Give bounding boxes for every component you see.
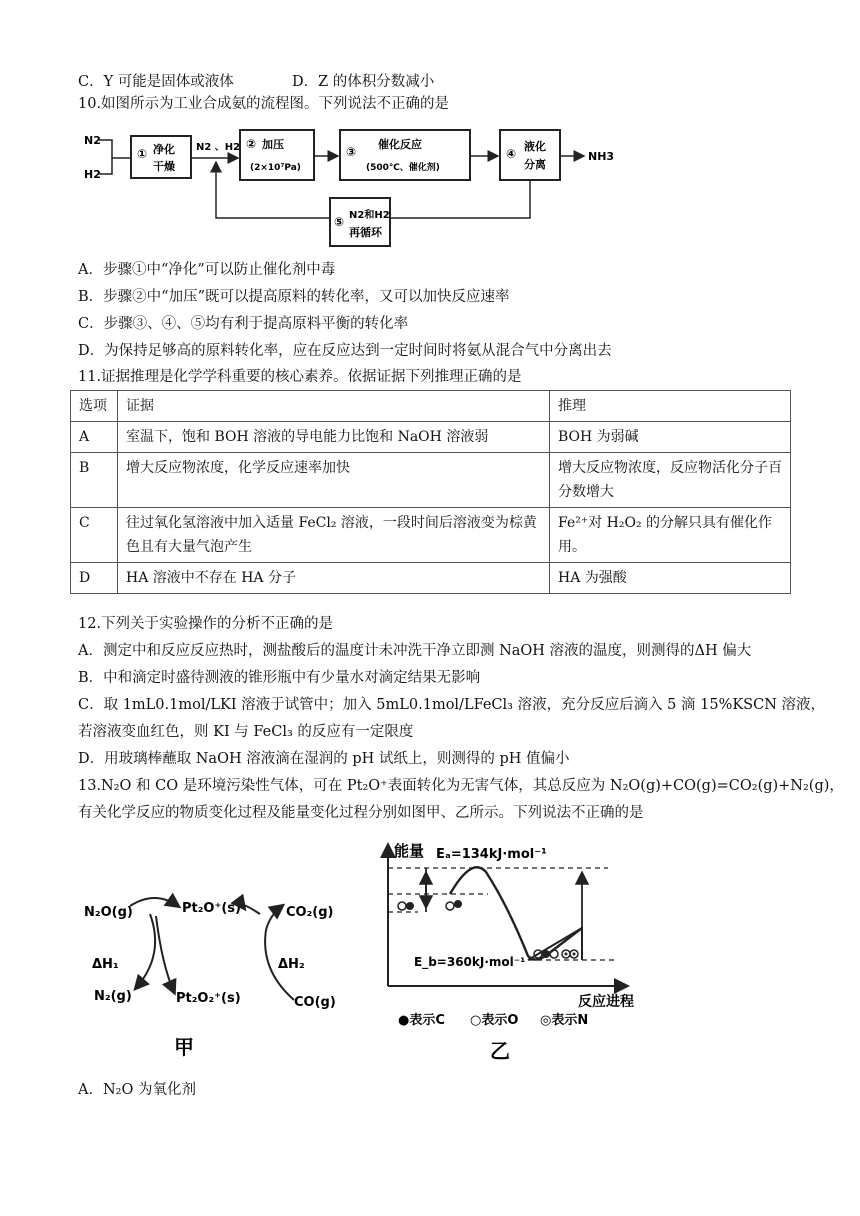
jia-caption: 甲 xyxy=(174,1035,194,1059)
flow-step3-line1: 催化反应 xyxy=(378,138,422,151)
q12-option-b: B．中和滴定时盛待测液的锥形瓶中有少量水对滴定结果无影响 xyxy=(78,670,481,686)
q10-option-c: C．步骤③、④、⑤均有利于提高原料平衡的转化率 xyxy=(78,316,409,332)
table-row xyxy=(71,453,791,508)
flow-step5-num: ⑤ xyxy=(334,215,345,229)
yi-ea: Eₐ=134kJ·mol⁻¹ xyxy=(436,847,547,862)
flow-step3-num: ③ xyxy=(346,145,357,159)
q10-option-d: D．为保持足够高的原料转化率，应在反应达到一定时间时将氨从混合气中分离出去 xyxy=(78,343,612,359)
figure-yi-energy-diagram xyxy=(378,836,678,1066)
row-evidence: 增大反应物浓度，化学反应速率加快 xyxy=(118,453,550,508)
flow-step5-line2: 再循环 xyxy=(349,226,382,239)
flow-step4-num: ④ xyxy=(506,147,517,161)
table-header-row xyxy=(71,391,791,422)
flow-step2-line1: 加压 xyxy=(262,138,284,151)
flow-input-n2: N2 xyxy=(84,134,101,147)
flow-output-nh3: NH3 xyxy=(588,150,615,163)
row-inference: 增大反应物浓度，反应物活化分子百分数增大 xyxy=(550,453,791,508)
row-evidence: 室温下，饱和 BOH 溶液的导电能力比饱和 NaOH 溶液弱 xyxy=(118,422,550,453)
row-option: B xyxy=(71,453,118,508)
row-inference: HA 为强酸 xyxy=(550,563,791,594)
yi-caption: 乙 xyxy=(490,1039,510,1063)
row-evidence: 往过氧化氢溶液中加入适量 FeCl₂ 溶液，一段时间后溶液变为棕黄色且有大量气泡产生 xyxy=(118,508,550,563)
jia-co: CO(g) xyxy=(294,995,336,1010)
flow-step1-line2: 干燥 xyxy=(153,160,175,173)
ammonia-flowchart xyxy=(0,118,860,258)
q10-stem: 10.如图所示为工业合成氨的流程图。下列说法不正确的是 xyxy=(78,96,450,112)
jia-dh1: ΔH₁ xyxy=(92,957,119,972)
flow-step4-line2: 分离 xyxy=(524,158,546,171)
flow-step5-line1: N2和H2 xyxy=(349,210,390,221)
flow-step1-line1: 净化 xyxy=(153,143,175,156)
row-option: D xyxy=(71,563,118,594)
q13-option-a: A．N₂O 为氧化剂 xyxy=(78,1082,196,1098)
jia-dh2: ΔH₂ xyxy=(278,957,305,972)
yi-axis-progress: 反应进程 xyxy=(578,994,634,1010)
q10-option-b: B．步骤②中“加压”既可以提高原料的转化率，又可以加快反应速率 xyxy=(78,289,510,305)
jia-pt2o: Pt₂O⁺(s) xyxy=(182,901,241,916)
q11-stem: 11.证据推理是化学学科重要的核心素养。依据证据下列推理正确的是 xyxy=(78,369,522,385)
flow-step2-line2: (2×10⁷Pa) xyxy=(250,163,301,173)
yi-legend-o: ○表示O xyxy=(470,1013,519,1028)
jia-n2: N₂(g) xyxy=(94,989,132,1004)
q11-table xyxy=(70,390,791,594)
flow-step4-line1: 液化 xyxy=(524,140,546,153)
q12-option-c-line2: 若溶液变血红色，则 KI 与 FeCl₃ 的反应有一定限度 xyxy=(78,724,414,740)
header-evidence: 证据 xyxy=(118,391,550,422)
row-option: C xyxy=(71,508,118,563)
q12-option-a: A．测定中和反应反应热时，测盐酸后的温度计未冲洗干净立即测 NaOH 溶液的温度，则测得的ΔH 偏大 xyxy=(78,643,752,659)
table-row xyxy=(71,508,791,563)
row-inference: Fe²⁺对 H₂O₂ 的分解只具有催化作用。 xyxy=(550,508,791,563)
q9-option-d: D．Z 的体积分数减小 xyxy=(292,74,435,90)
table-row xyxy=(71,563,791,594)
flow-step3-line2: (500℃、催化剂) xyxy=(366,163,440,173)
q12-stem: 12.下列关于实验操作的分析不正确的是 xyxy=(78,616,334,632)
row-evidence: HA 溶液中不存在 HA 分子 xyxy=(118,563,550,594)
flow-mix-label: N2 、H2 xyxy=(196,142,241,153)
flow-step1-num: ① xyxy=(137,147,148,161)
header-option: 选项 xyxy=(71,391,118,422)
jia-n2o: N₂O(g) xyxy=(84,905,133,920)
flow-step2-num: ② xyxy=(246,137,257,151)
q13-stem-line1: 13.N₂O 和 CO 是环境污染性气体，可在 Pt₂O⁺表面转化为无害气体，其总反应为 N₂O(g)+CO(g)=CO₂(g)+N₂(g)， xyxy=(78,778,844,794)
q13-stem-line2: 有关化学反应的物质变化过程及能量变化过程分别如图甲、乙所示。下列说法不正确的是 xyxy=(78,805,644,821)
jia-co2: CO₂(g) xyxy=(286,905,334,920)
header-inference: 推理 xyxy=(550,391,791,422)
q12-option-d: D．用玻璃棒蘸取 NaOH 溶液滴在湿润的 pH 试纸上，则测得的 pH 值偏小 xyxy=(78,751,570,767)
q12-option-c-line1: C．取 1mL0.1mol/LKI 溶液于试管中；加入 5mL0.1mol/LFeCl₃ 溶液，充分反应后滴入 5 滴 15%KSCN 溶液， xyxy=(78,697,826,713)
yi-legend-n: ◎表示N xyxy=(540,1013,589,1028)
yi-legend-c: ●表示C xyxy=(398,1013,445,1028)
yi-eb: E_b=360kJ·mol⁻¹ xyxy=(414,955,526,969)
table-row xyxy=(71,422,791,453)
yi-axis-energy: 能量 xyxy=(394,842,425,860)
q9-option-c: C．Y 可能是固体或液体 xyxy=(78,74,234,90)
flow-input-h2: H2 xyxy=(84,168,101,181)
row-option: A xyxy=(71,422,118,453)
q10-option-a: A．步骤①中“净化”可以防止催化剂中毒 xyxy=(78,262,336,278)
figure-jia xyxy=(70,840,370,1070)
row-inference: BOH 为弱碱 xyxy=(550,422,791,453)
jia-pt2o2: Pt₂O₂⁺(s) xyxy=(176,991,241,1006)
